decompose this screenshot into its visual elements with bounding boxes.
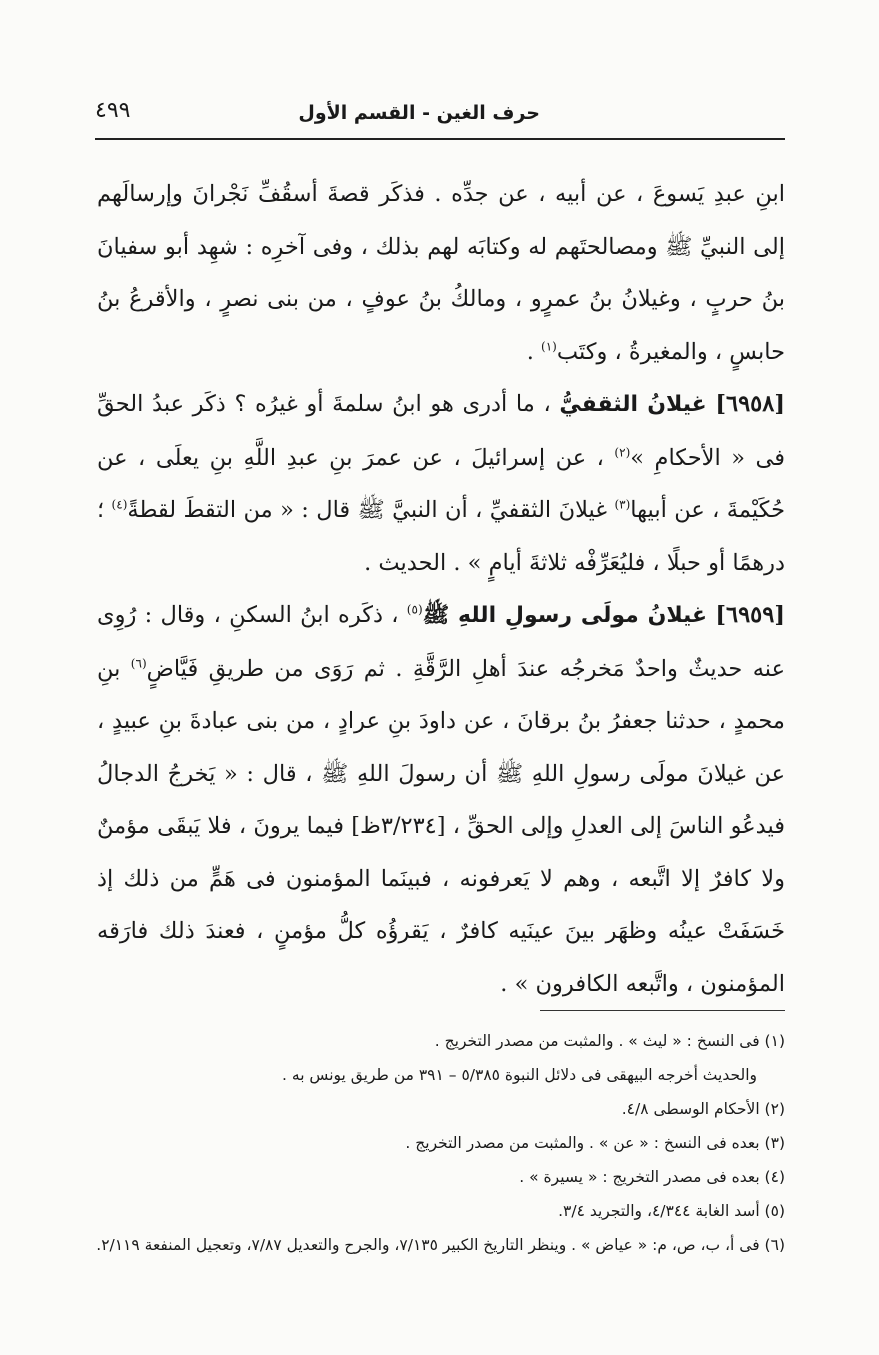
footnote-separator xyxy=(540,1010,785,1011)
footnote-4: (٤) بعده فى مصدر التخريج : « يسيرة » . xyxy=(519,1168,785,1186)
main-text xyxy=(97,168,785,1010)
header-rule xyxy=(95,138,785,140)
footnote-marker: (٣) xyxy=(614,497,631,512)
paragraph-text: ابنِ عبدِ يَسوعَ ، عن أبيه ، عن جدِّه . فذكَر قصةَ أسقُفِّ نَجْرانَ وإرسالَهم إلى النبيِّ ﷺ ومصالحتَهم له وكتابَه لهم بذلك ، وفى آخرِه : شهِد أبو سفيانَ بنُ حربٍ ، وغيلانُ بنُ عمرٍو ، ومالكُ بنُ عوفٍ ، من بنى نصرٍ ، والأقرعُ بنُ حابسٍ ، والمغيرةُ ، وكتَب xyxy=(97,181,785,365)
footnote-6: (٦) فى أ، ب، ص، م: « عياض » . وينظر التاريخ الكبير ٧/١٣٥، والجرح والتعديل ٧/٨٧، وتعجيل المنفعة ٢/١١٩. xyxy=(96,1236,785,1254)
entry-number: [٦٩٥٨] xyxy=(715,391,786,417)
paragraph-continuation xyxy=(97,168,785,378)
footnote-marker: (٦) xyxy=(130,656,147,670)
entry-text: ، ما أدرى هو ابنُ سلمةَ أو غيرُه ؟ ذكَر عبدُ الحقِّ فى « الأحكامِ » xyxy=(97,391,785,471)
running-header xyxy=(95,96,785,136)
footnote-5: (٥) أسد الغابة ٤/٣٤٤، والتجريد ٣/٤. xyxy=(558,1202,785,1220)
footnote-3: (٣) بعده فى النسخ : « عن » . والمثبت من مصدر التخريج . xyxy=(405,1134,785,1152)
footnote-marker: (٢) xyxy=(614,445,631,459)
entry-text: ؛ درهمًا أو حبلًا ، فليُعَرِّفْه ثلاثةَ أيامٍ » . الحديث . xyxy=(97,497,785,576)
entry-6958 xyxy=(97,378,785,589)
entry-text: ، ذكَره ابنُ السكنِ ، وقال : رُوِى عنه حديثٌ واحدٌ مَخرجُه عندَ أهلِ الرَّقَّةِ . ثم رَوَى من طريقِ فَيَّاضٍ xyxy=(97,602,785,682)
entry-number: [٦٩٥٩] xyxy=(715,602,785,628)
entry-text: غيلانَ الثقفيِّ ، أن النبيَّ ﷺ قال : « من التقطَ لقطةً xyxy=(127,497,615,523)
footnote-1-continuation: والحديث أخرجه البيهقى فى دلائل النبوة ٥/٣٨٥ – ٣٩١ من طريق يونس به . xyxy=(282,1066,757,1084)
entry-text: بنِ محمدٍ ، حدثنا جعفرُ بنُ برقانَ ، عن داودَ بنِ عرادٍ ، من بنى عبادةَ بنِ عبيدٍ ، عن غيلانَ مولَى رسولِ اللهِ ﷺ أن رسولَ اللهِ ﷺ ، قال : « يَخرجُ الدجالُ فيدعُو الناسَ إلى العدلِ وإلى الحقِّ ، [٣/٢٣٤ظ] فيما يرونَ ، فلا يَبقَى مؤمنٌ ولا كافرٌ إلا اتَّبعه ، وهم لا يَعرفونه ، فبينَما المؤمنون فى هَمٍّ من ذلك إذ خَسَفَتْ عينُه وظهَر بينَ عينَيه كافرٌ ، يَقرؤُه كلُّ مؤمنٍ ، فعندَ ذلك فارَقه المؤمنون ، واتَّبعه الكافرون » . xyxy=(97,655,785,997)
entry-6959 xyxy=(97,589,785,1010)
entry-name: غيلانُ مولَى رسولِ اللهِ ﷺ xyxy=(422,603,708,628)
footnote-1: (١) فى النسخ : « ليث » . والمثبت من مصدر التخريج . xyxy=(434,1032,785,1050)
header-title: حرف الغين - القسم الأول xyxy=(298,102,540,124)
footnote-2: (٢) الأحكام الوسطى ٤/٨. xyxy=(621,1100,785,1118)
entry-name: غيلانُ الثقفيُّ xyxy=(559,392,707,417)
entry-text: ، عن إسرائيلَ ، عن عمرَ بنِ عبدِ اللَّهِ بنِ يعلَى ، عن حُكَيْمةَ ، عن أبيها xyxy=(97,444,785,523)
page-number: ٤٩٩ xyxy=(95,98,131,123)
footnotes xyxy=(80,1024,785,1262)
footnote-marker: (٤) xyxy=(111,497,128,512)
footnote-marker: (٥) xyxy=(406,602,423,617)
paragraph-end: . xyxy=(526,338,542,365)
footnote-marker: (١) xyxy=(541,339,557,353)
